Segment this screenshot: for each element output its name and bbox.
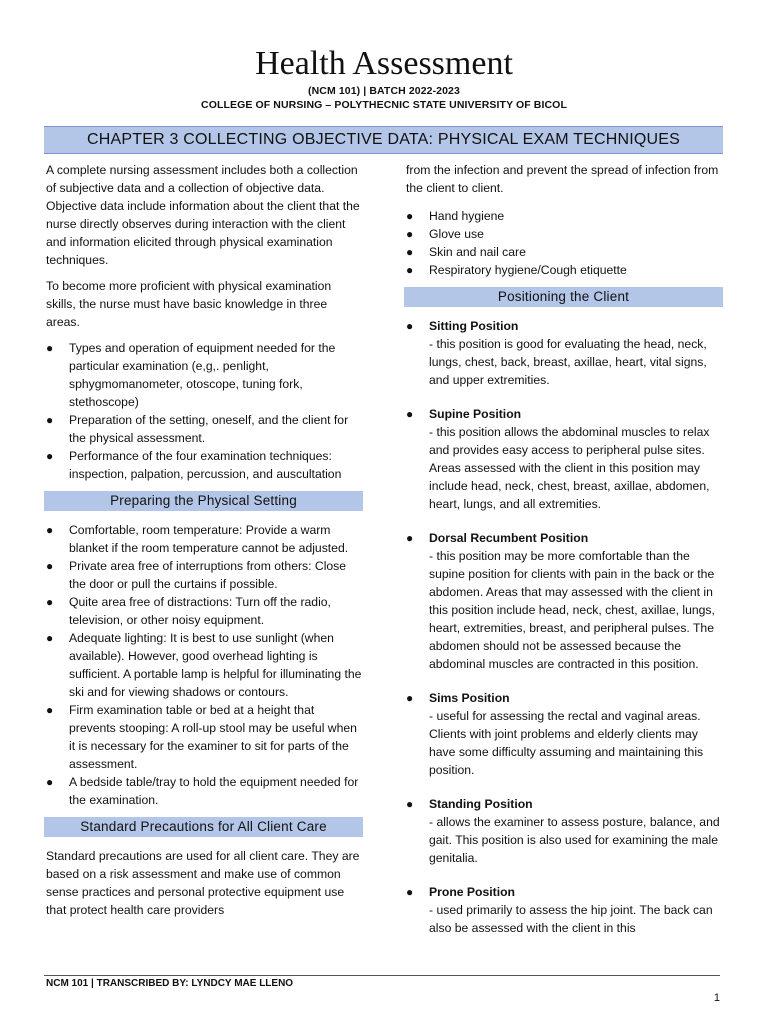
- section-heading-preparing: Preparing the Physical Setting: [44, 491, 363, 511]
- list-item: ● Types and operation of equipment needed for the particular examination (e,g,. penlight, sphygmomanometer, otoscope, tuning fork, stethoscope): [46, 341, 336, 409]
- positioning-list: [406, 317, 724, 937]
- position-item-supine: ● Supine Position - this position allows the abdominal muscles to relax and provides easy access to peripheral pulse sites. Areas assessed with the client in this position may include head, neck, chest, breast, axillae, abdomen, heart, lungs, and all extremities.: [406, 407, 710, 511]
- list-item: ● Performance of the four examination techniques: inspection, palpation, percussion, and auscultation: [46, 449, 342, 481]
- bullet-icon: ●: [406, 797, 414, 811]
- list-item: ● Glove use: [406, 227, 484, 241]
- list-item: ● Skin and nail care: [406, 245, 526, 259]
- bullet-icon: ●: [406, 263, 414, 277]
- bullet-icon: ●: [406, 227, 414, 241]
- left-column: [46, 161, 364, 927]
- precautions-paragraph: Standard precautions are used for all client care. They are based on a risk assessment and make use of common sense practices and personal protective equipment use that protect health care providers: [46, 849, 360, 917]
- bullet-icon: ●: [46, 775, 54, 789]
- list-item: ● Preparation of the setting, oneself, and the client for the physical assessment.: [46, 413, 349, 445]
- right-column: [406, 161, 724, 945]
- document-header: [0, 44, 768, 112]
- section-heading-precautions: Standard Precautions for All Client Care: [44, 817, 363, 837]
- bullet-icon: ●: [46, 559, 54, 573]
- bullet-icon: ●: [46, 449, 54, 463]
- list-item: ● Adequate lighting: It is best to use sunlight (when available). However, good overhead lighting is sufficient. A portable lamp is helpful for illuminating the ski and for viewing shadows or contours.: [46, 631, 362, 699]
- intro-list: [46, 339, 364, 483]
- list-item: ● Respiratory hygiene/Cough etiquette: [406, 263, 627, 277]
- document-title: Health Assessment: [255, 45, 513, 82]
- preparing-list: [46, 521, 364, 809]
- bullet-icon: ●: [46, 631, 54, 645]
- bullet-icon: ●: [406, 691, 414, 705]
- footer-credit: NCM 101 | TRANSCRIBED BY: LYNDCY MAE LLENO: [46, 978, 294, 989]
- position-item-sims: ● Sims Position - useful for assessing the rectal and vaginal areas. Clients with joint problems and elderly clients may have some difficulty assuming and maintaining this position.: [406, 691, 704, 777]
- page-number: 1: [713, 992, 720, 1004]
- position-item-dorsal-recumbent: ● Dorsal Recumbent Position - this position may be more comfortable than the supine position for clients with pain in the back or the abdomen. Areas that may assessed with the client in this position include head, neck, chest, axillae, lungs, heart, extremities, breast, and peripheral pulses. The abdomen should not be assessed because the abdominal muscles are contracted in this position.: [406, 531, 715, 671]
- chapter-title: CHAPTER 3 COLLECTING OBJECTIVE DATA: PHYSICAL EXAM TECHNIQUES: [44, 126, 723, 154]
- list-item: ● Quite area free of distractions: Turn off the radio, television, or other noisy equipment.: [46, 595, 331, 627]
- position-item-standing: ● Standing Position - allows the examiner to assess posture, balance, and gait. This position is also used for examining the male genitalia.: [406, 797, 720, 865]
- intro-paragraph-2: To become more proficient with physical examination skills, the nurse must have basic knowledge in three areas.: [46, 279, 332, 329]
- intro-paragraph-1: A complete nursing assessment includes both a collection of subjective data and a collection of objective data. Objective data include information about the client that the nurse directly observes during interaction with the client and information elicited through physical examination techniques.: [46, 163, 360, 267]
- list-item: ● Private area free of interruptions from others: Close the door or pull the curtains if possible.: [46, 559, 347, 591]
- course-batch: (NCM 101) | BATCH 2022-2023: [308, 85, 460, 97]
- footer-divider: [44, 975, 720, 976]
- bullet-icon: ●: [46, 523, 54, 537]
- list-item: ● Firm examination table or bed at a height that prevents stooping: A roll-up stool may be useful when it is necessary for the examiner to sit for parts of the assessment.: [46, 703, 357, 771]
- list-item: ● Hand hygiene: [406, 209, 505, 223]
- bullet-icon: ●: [406, 209, 414, 223]
- bullet-icon: ●: [406, 885, 414, 899]
- bullet-icon: ●: [406, 407, 414, 421]
- section-heading-positioning: Positioning the Client: [404, 287, 723, 307]
- bullet-icon: ●: [46, 595, 54, 609]
- list-item: ● A bedside table/tray to hold the equipment needed for the examination.: [46, 775, 359, 807]
- precautions-list: [406, 207, 724, 279]
- bullet-icon: ●: [46, 341, 54, 355]
- bullet-icon: ●: [406, 245, 414, 259]
- position-item-prone: ● Prone Position - used primarily to assess the hip joint. The back can also be assessed with the client in this: [406, 885, 713, 935]
- position-item-sitting: ● Sitting Position - this position is good for evaluating the head, neck, lungs, chest, back, breast, axillae, heart, vital signs, and upper extremities.: [406, 319, 707, 387]
- college-name: COLLEGE OF NURSING – POLYTHECNIC STATE UNIVERSITY OF BICOL: [201, 99, 567, 111]
- bullet-icon: ●: [406, 531, 414, 545]
- list-item: ● Comfortable, room temperature: Provide a warm blanket if the room temperature cannot be adjusted.: [46, 523, 349, 555]
- precautions-paragraph-continued: from the infection and prevent the spread of infection from the client to client.: [406, 163, 719, 195]
- bullet-icon: ●: [46, 413, 54, 427]
- bullet-icon: ●: [46, 703, 54, 717]
- bullet-icon: ●: [406, 319, 414, 333]
